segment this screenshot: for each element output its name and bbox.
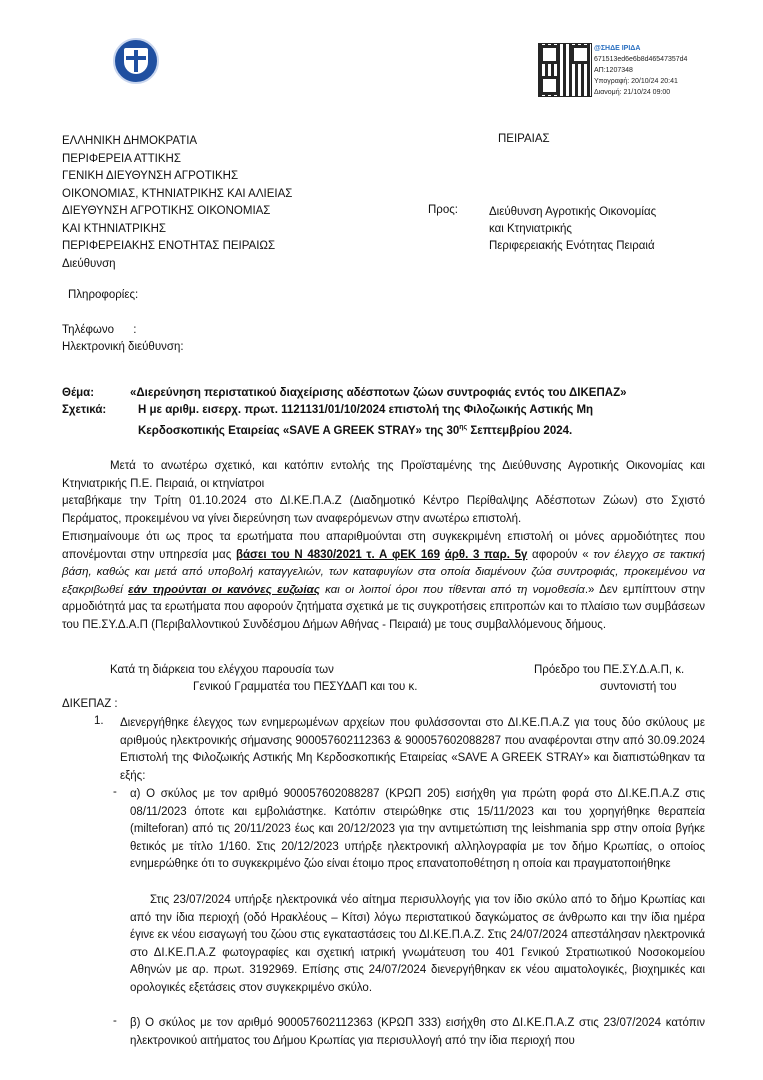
p3-line-1: Κατά τη διάρκεια του ελέγχου παρουσία των [110, 664, 334, 676]
sender-line: ΕΛΛΗΝΙΚΗ ΔΗΜΟΚΡΑΤΙΑ [62, 135, 198, 147]
item-a: α) Ο σκύλος με τον αριθμό 900057602088287 (ΚΡΩΠ 205) εισήχθη για πρώτη φορά στο ΔΙ.ΚΕ.Π.Α.Ζ στις 08/11/2023 όποτε και εμβολιάστηκε. Κατόπιν στειρώθηκε στις 15/11/2023 και του χορηγήθηκε θεραπεία (milteforan) από τις 20/11/2023 έως και 20/12/2023 για την αντιμετώπιση της leishmania spp στην οποία βγήκε θετικός με τίτλο 1/160. Στις 20/12/2023 υπήρξε ηλεκτρονική αλληλογραφία με τον δήμο Κρωπίας, ο οποίος ενημερώθηκε ότι το συγκεκριμένο ζώο είναι έτοιμο προς επανατοποθέτηση η οποία και πραγματοποιήθηκε [130, 788, 705, 871]
to-label: Προς: [428, 204, 458, 216]
greek-emblem-logo [113, 38, 159, 84]
signature-signed: Υπογραφή: 20/10/24 20:41 [594, 78, 678, 85]
list-number: 1. [94, 715, 104, 727]
dash-marker: - [113, 786, 117, 798]
sender-line: ΠΕΡΙΦΕΡΕΙΑ ΑΤΤΙΚΗΣ [62, 152, 181, 165]
p2-text-end: .» Δεν εμπίπτουν στην αρμοδιότητά μας τα ερωτήματα που αφορούν ζητήματα σχετικά με τις συγκροτήσεις επιτροπών και το πλαίσιο των συμβάσεων του ΠΕ.ΣΥ.Δ.Α.Π (Περιβαλλοντικού Συνδέσμου Δήμων Αθήνας - Πειραιά) με τους συμβαλλόμενους δήμους. [62, 583, 705, 631]
sender-line: Διεύθυνση [62, 257, 116, 270]
p2-quote-end: και οι λοιποί όροι που τίθενται από τη νομοθεσία [319, 583, 585, 596]
sender-line: ΠΕΡΙΦΕΡΕΙΑΚΗΣ ΕΝΟΤΗΤΑΣ ΠΕΙΡΑΙΩΣ [62, 240, 276, 252]
dash-marker: - [113, 1015, 117, 1027]
p3-line-2: Γενικού Γραμματέα του ΠΕΣΥΔΑΠ και του κ. [193, 681, 418, 693]
digital-signature-block [594, 43, 687, 98]
related-line-1: Η με αριθμ. εισερχ. πρωτ. 1121131/01/10/2024 επιστολή της Φιλοζωικής Αστικής Μη [138, 404, 594, 416]
subject-text: «Διερεύνηση περιστατικού διαχείρισης αδέσποτων ζώων συντροφιάς εντός του ΔΙΚΕΠΑΖ» [130, 387, 627, 399]
list-item-1: Διενεργήθηκε έλεγχος των ενημερωμένων αρχείων που φυλάσσονται στο ΔΙ.ΚΕ.Π.Α.Ζ για τους δύο σκύλους με αριθμούς ηλεκτρονικής σήμανσης 900057602112363 & 900057602088287 που αναφέρονται στην από 30.09.2024 Επιστολή της Φιλοζωικής Αστικής Μη Κερδοσκοπικής Εταιρείας «SAVE A GREEK STRAY» και διαπιστώθηκαν τα εξής: [120, 717, 705, 782]
recipient-line: Περιφερειακής Ενότητας Πειραιά [489, 240, 655, 252]
phone-label: Τηλέφωνο : [62, 324, 137, 336]
sender-block [62, 133, 292, 273]
city: ΠΕΙΡΑΙΑΣ [498, 133, 550, 145]
p2-text: Επισημαίνουμε ότι ως προς τα ερωτήματα που απαριθμούνται στη συγκεκριμένη επιστολή οι μόνες αρμοδιότητες που απονέμονται στην υπηρεσία μας [62, 531, 705, 561]
signature-ap: ΑΠ:1207348 [594, 67, 633, 74]
sender-line: ΓΕΝΙΚΗ ΔΙΕΥΘΥΝΣΗ ΑΓΡΟΤΙΚΗΣ [62, 170, 239, 182]
signature-hash: 671513ed6e6b8d46547357d4 [594, 56, 688, 63]
related-line-2-text: Κερδοσκοπικής Εταιρείας «SAVE A GREEK STRAY» της 30 [138, 424, 460, 437]
signature-distributed: Διανομή: 21/10/24 09:00 [594, 89, 671, 96]
item-a-continued: Στις 23/07/2024 υπήρξε ηλεκτρονικά νέο αίτημα περισυλλογής για τον ίδιο σκύλο από το δήμο Κρωπίας και από την ίδια περιοχή (οδό Ηρακλέους – Κίτσι) λόγω περιστατικού δαγκώματος σε άνθρωπο και την ίδια ημέρα έγινε εκ νέου εισαγωγή του ζώου στις εγκαταστάσεις του ΔΙ.ΚΕ.Π.Α.Ζ. Στις 24/07/2024 απεστάλησαν ηλεκτρονικά στο ΔΙ.ΚΕ.Π.Α.Ζ φωτογραφίες και σχετική ιατρική γνωμάτευση του 401 Γενικού Στρατιωτικού Νοσοκομείου Αθηνών με αρ. πρωτ. 3192969. Επίσης στις 24/07/2024 διενεργήθηκαν εκ νέου αιματολογικές, βιοχημικές και ορολογικές εξετάσεις στον συγκεκριμένο σκύλο. [130, 894, 705, 994]
p3-line-2-right: συντονιστή του [600, 681, 677, 693]
related-label: Σχετικά: [62, 404, 107, 416]
info-label: Πληροφορίες: [68, 289, 139, 301]
related-line-2-end: Σεπτεμβρίου 2024. [467, 424, 573, 437]
paragraph-2 [62, 529, 705, 635]
sender-line: ΟΙΚΟΝΟΜΙΑΣ, ΚΤΗΝΙΑΤΡΙΚΗΣ ΚΑΙ ΑΛΙΕΙΑΣ [62, 187, 293, 200]
sender-line: ΚΑΙ ΚΤΗΝΙΑΤΡΙΚΗΣ [62, 222, 167, 235]
p2-law-ref: βάσει του Ν 4830/2021 τ. Α φΕΚ 169 [235, 548, 441, 561]
paragraph-1b: μεταβήκαμε την Τρίτη 01.10.2024 στο ΔΙ.ΚΕ.Π.Α.Ζ (Διαδημοτικό Κέντρο Περίθαλψης Αδέσποτων Ζώων) στο Σχιστό Περάματος, προκειμένου να γίνει διερεύνηση των αναφερόμενων στην ανωτέρω επιστολή. [62, 495, 705, 525]
p2-article-ref: άρθ. 3 παρ. 5γ [444, 548, 528, 561]
related-line-2 [138, 419, 710, 440]
subject-block [130, 385, 710, 440]
recipient-line: και Κτηνιατρικής [489, 223, 572, 235]
p3-line-1-right: Πρόεδρο του ΠΕ.ΣΥ.Δ.Α.Π, κ. [534, 664, 685, 676]
related-sup: ης [459, 424, 468, 431]
item-b: β) Ο σκύλος με τον αριθμό 900057602112363 (ΚΡΩΠ 333) εισήχθη στο ΔΙ.ΚΕ.Π.Α.Ζ στις 23/07/2024 κατόπιν ηλεκτρονικού αιτήματος του Δήμου Κρωπίας για περισυλλογή από την ίδια περιοχή που [130, 1017, 705, 1047]
recipient-block [489, 204, 656, 255]
p2-quote-emphasis: εάν τηρούνται οι κανόνες ευζωίας [128, 583, 320, 596]
qr-code-icon [538, 43, 592, 97]
p2-quote: τον έλεγχο σε τακτική βάση, καθώς και μετά από υποβολή καταγγελιών, των καταφυγίων στα οποία διαμένουν ζώα συντροφιάς, προκειμένου να εξακριβωθεί [62, 548, 706, 596]
email-label: Ηλεκτρονική διεύθυνση: [62, 341, 184, 353]
contact-block [62, 322, 184, 356]
recipient-line: Διεύθυνση Αγροτικής Οικονομίας [489, 206, 657, 218]
related-text [138, 402, 710, 440]
sender-line: ΔΙΕΥΘΥΝΣΗ ΑΓΡΟΤΙΚΗΣ ΟΙΚΟΝΟΜΙΑΣ [62, 205, 271, 217]
subject-labels [62, 385, 106, 419]
p3-line-3: ΔΙΚΕΠΑΖ : [62, 698, 118, 710]
subject-label: Θέμα: [62, 387, 95, 399]
p2-text: αφορούν « [527, 548, 594, 561]
paragraph-1a: Μετά το ανωτέρω σχετικό, και κατόπιν εντολής της Προϊσταμένης της Διεύθυνσης Αγροτικής Οικονομίας και Κτηνιατρικής Π.Ε. Πειραιά, οι κτηνίατροι [62, 460, 705, 490]
signature-system: @ΣΗΔΕ ΙΡΙΔΑ [594, 45, 641, 52]
